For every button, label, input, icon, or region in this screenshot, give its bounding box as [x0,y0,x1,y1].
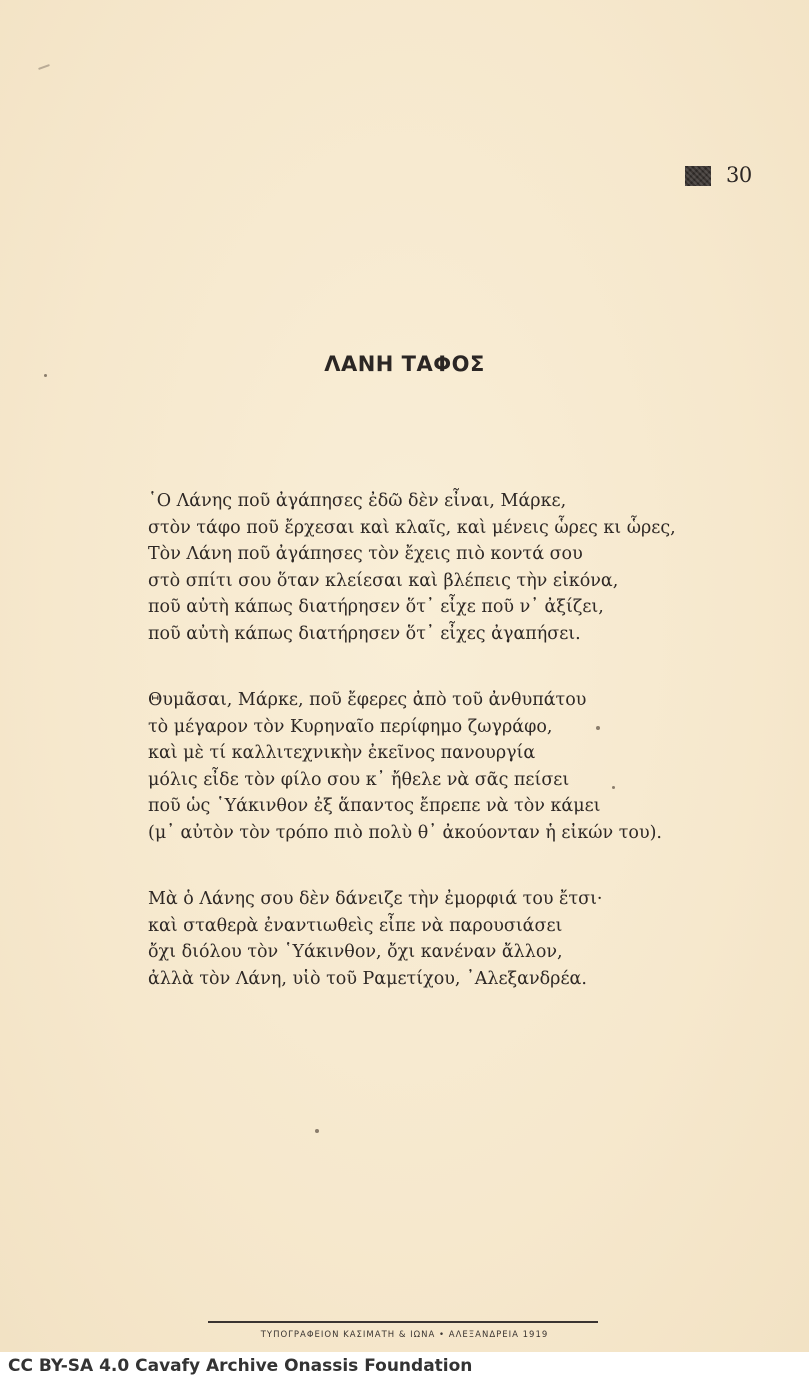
poem-line: καὶ σταθερὰ ἐναντιωθεὶς εἶπε νὰ παρουσιάσει [148,915,563,936]
poem-line: Τὸν Λάνη ποῦ ἀγάπησες τὸν ἔχεις πιὸ κοντά σου [148,544,583,564]
poem-line: (μ᾽ αὐτὸν τὸν τρόπο πιὸ πολὺ θ᾽ ἀκούονταν ἡ εἰκών του). [148,822,662,843]
stanza [148,687,768,846]
poem-line: ἀλλὰ τὸν Λάνη, υἱὸ τοῦ Ραμετίχου, ᾽Αλεξανδρέα. [148,968,587,989]
poem-line: ῾Ο Λάνης ποῦ ἀγάπησες ἐδῶ δὲν εἶναι, Μάρκε, [148,491,567,511]
poem-line: ποῦ αὐτὴ κάπως διατήρησεν ὅτ᾽ εἶχε ποῦ ν᾽ ἀξίζει, [148,597,604,617]
poem-line: στὸν τάφο ποῦ ἔρχεσαι καὶ κλαῖς, καὶ μένεις ὧρες κι ὧρες, [148,517,676,538]
stanza [148,886,768,992]
page-speck [38,64,50,70]
poem-line: ποῦ ὡς ῾Υάκινθον ἐξ ἅπαντος ἔπρεπε νὰ τὸν κάμει [148,796,601,816]
page-speck [315,1129,319,1133]
poem-line: ποῦ αὐτὴ κάπως διατήρησεν ὅτ᾽ εἶχες ἀγαπήσει. [148,623,581,644]
poem-line: Μὰ ὁ Λάνης σου δὲν δάνειζε τὴν ἐμορφιά του ἔτσι· [148,889,603,909]
poem-line: τὸ μέγαρον τὸν Κυρηναῖο περίφημο ζωγράφο, [148,716,553,737]
printer-imprint: ΤΥΠΟΓΡΑΦΕΙΟΝ ΚΑΣΙΜΑΤΗ & ΙΩΝΑ • ΑΛΕΞΑΝΔΡΕΙΑ 1919 [260,1330,549,1340]
poem-line: Θυμᾶσαι, Μάρκε, ποῦ ἔφερες ἀπὸ τοῦ ἀνθυπάτου [148,690,587,710]
poem-line: μόλις εἶδε τὸν φίλο σου κ᾽ ἤθελε νὰ σᾶς πείσει [148,769,570,790]
poem-line: ὄχι διόλου τὸν ῾Υάκινθον, ὄχι κανέναν ἄλλον, [148,942,563,962]
footer-rule [208,1321,598,1323]
poem-body [148,488,768,1032]
page-marker-block-icon [685,166,711,186]
poem-line: στὸ σπίτι σου ὅταν κλείεσαι καὶ βλέπεις τὴν εἰκόνα, [148,570,619,591]
poem-title: ΛΑΝΗ ΤΑΦΟΣ [324,352,485,376]
poem-line: καὶ μὲ τί καλλιτεχνικὴν ἐκεῖνος πανουργία [148,743,536,763]
page-number: 30 [726,163,752,187]
stanza [148,488,768,647]
license-credit: CC BY-SA 4.0 Cavafy Archive Onassis Foundation [8,1356,473,1376]
